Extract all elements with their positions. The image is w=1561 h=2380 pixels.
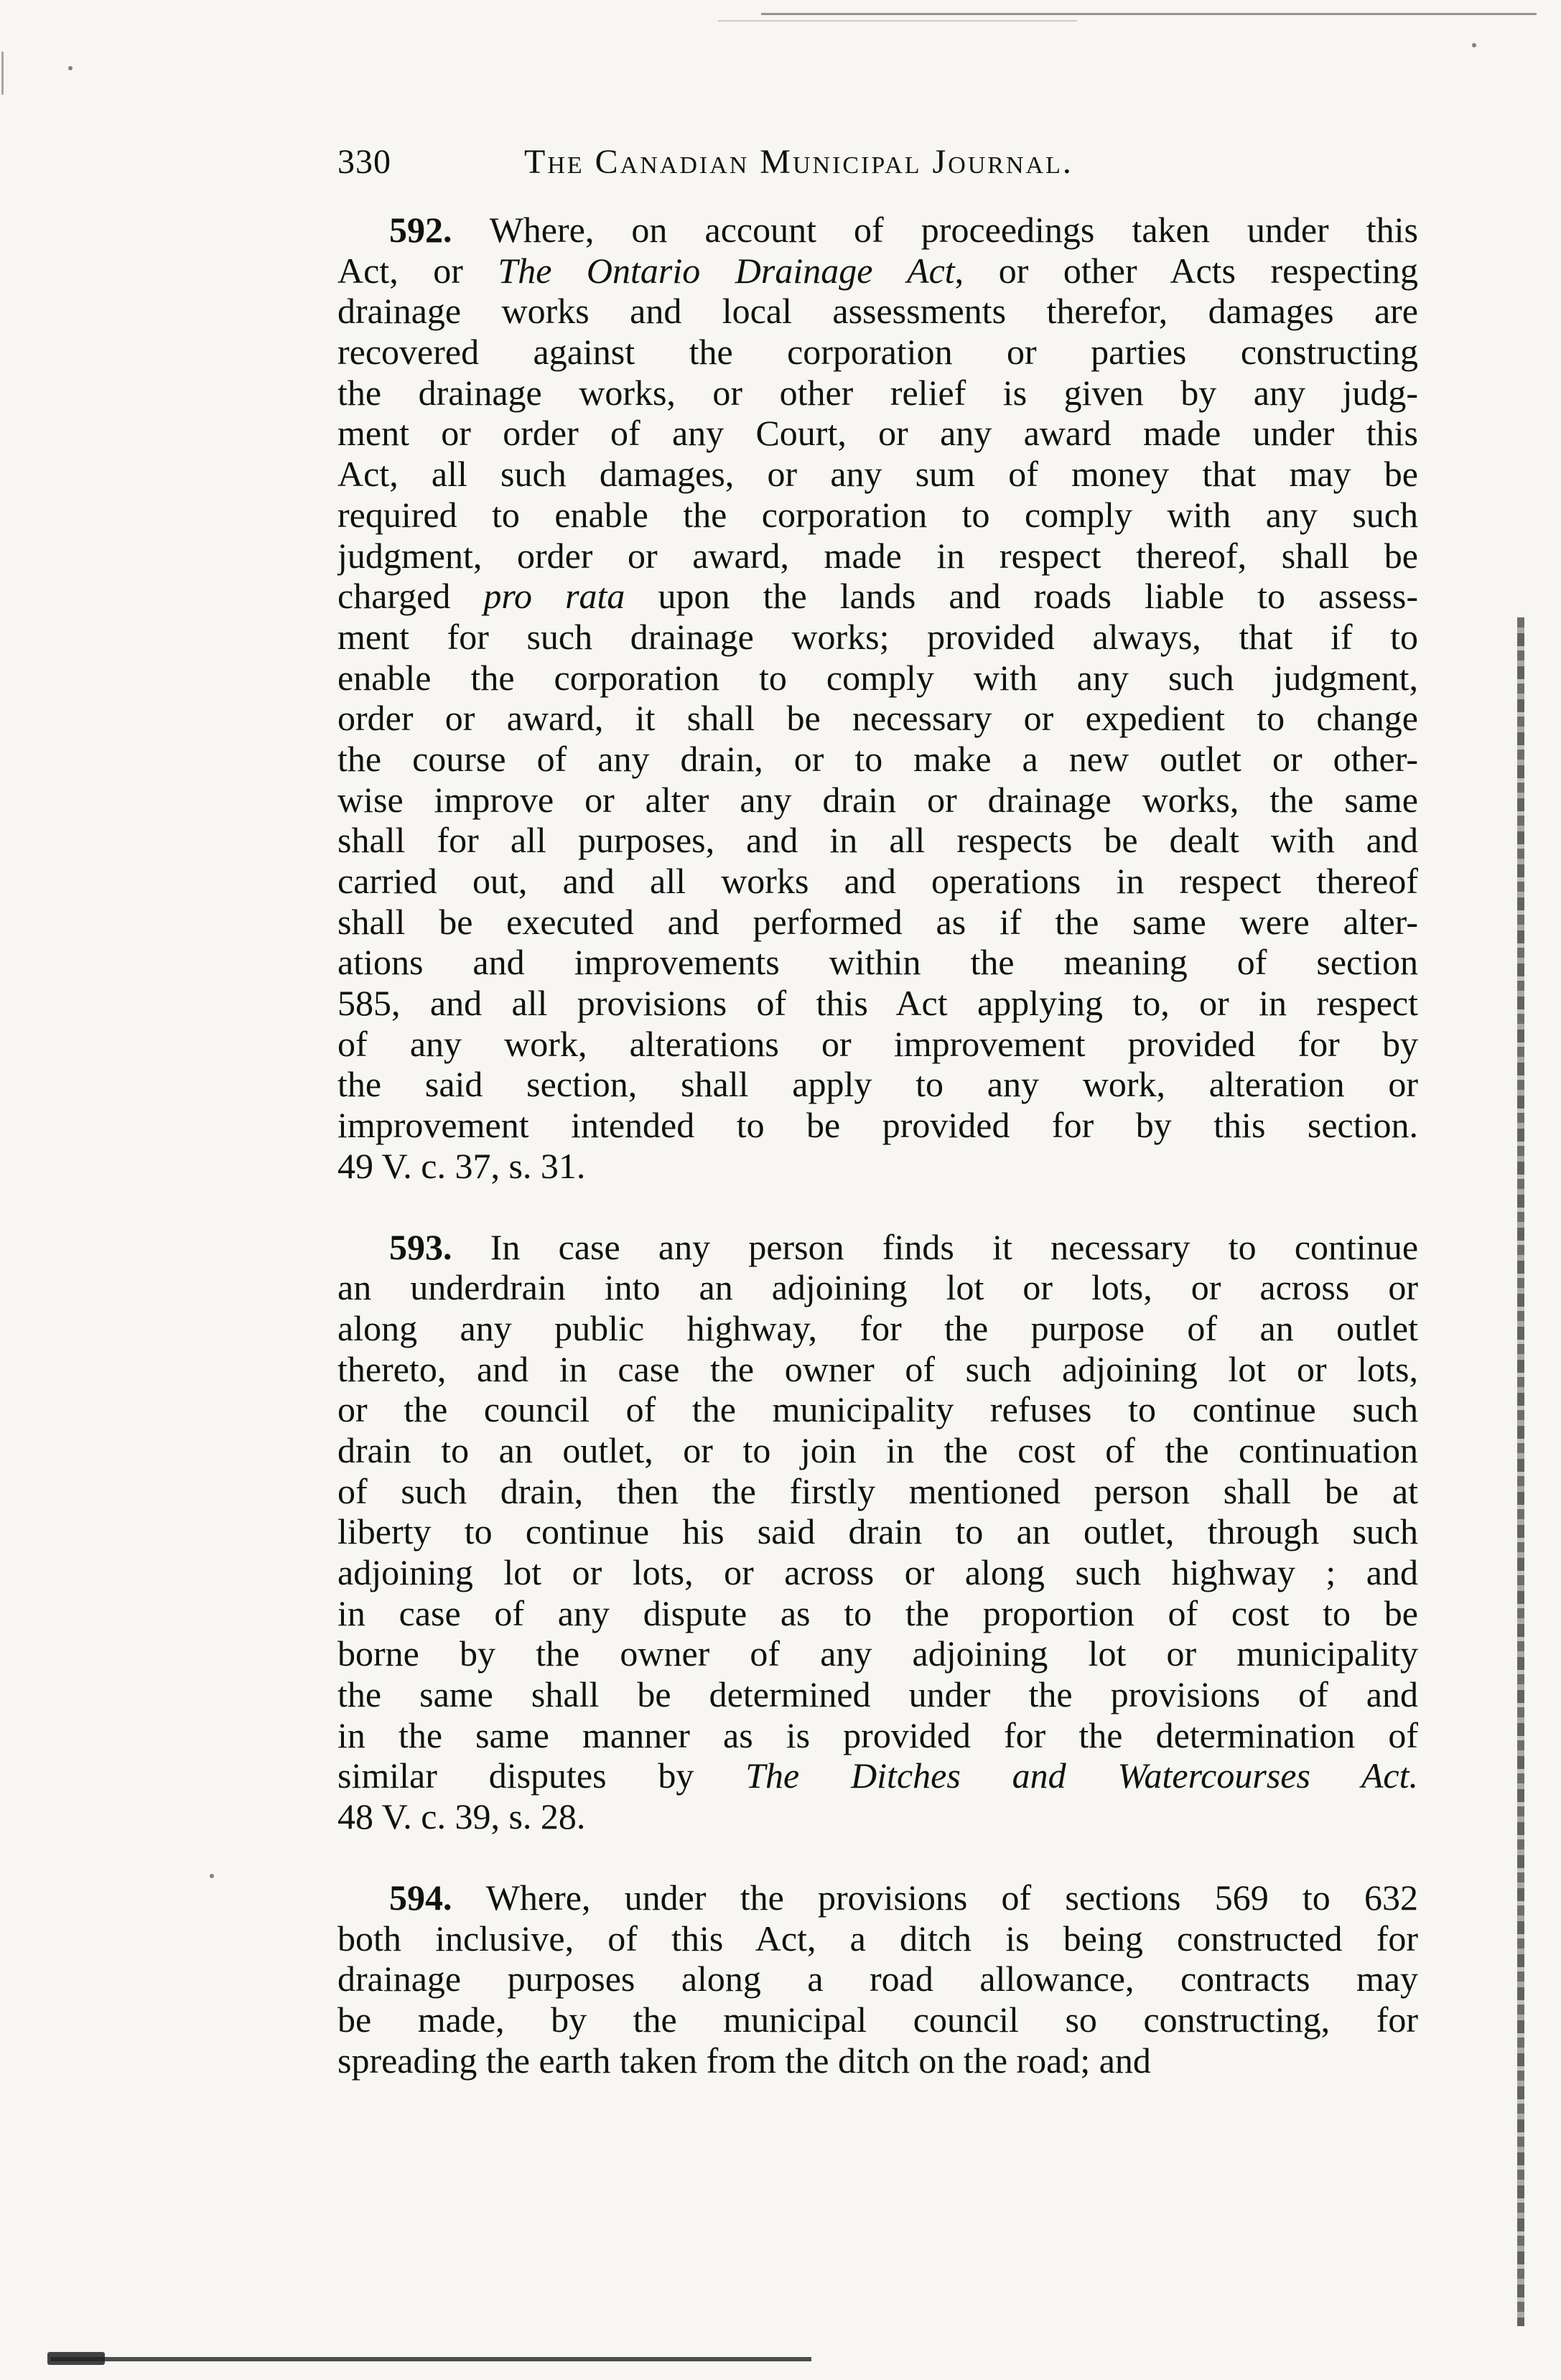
text-line [337,1755,1418,1796]
text-line [337,1105,1418,1146]
text-line [337,1593,1418,1634]
body-text [337,210,1418,2081]
text-line [337,1511,1418,1552]
text-line [337,413,1418,454]
text-run: Where, on account of proceedings taken under this [489,210,1418,250]
section-592 [337,210,1418,1187]
text-line [337,1552,1418,1593]
italic-title: The Ontario Drainage Act [498,250,955,291]
text-run: the course of any drain, or to make a new outlet or other- [337,738,1418,779]
text-run: required to enable the corporation to comply with any such [337,494,1418,535]
text-line [337,251,1418,291]
text-line [337,698,1418,739]
text-run: 49 V. c. 37, s. 31. [337,1145,586,1186]
text-line [337,1024,1418,1065]
text-run: along any public highway, for the purpose of an outlet [337,1307,1418,1348]
text-run: charged [337,576,484,617]
text-line [337,983,1418,1024]
text-line [337,1999,1418,2040]
text-run: drain to an outlet, or to join in the cost of the continuation [337,1429,1418,1470]
text-line [337,291,1418,332]
text-run: the same shall be determined under the provisions of and [337,1674,1418,1715]
text-line [337,576,1418,617]
section-gap [337,1187,1418,1227]
text-line [337,536,1418,577]
text-run: Act, or [337,250,498,291]
text-run: , or other Acts respecting [954,250,1418,291]
text-run: the drainage works, or other relief is given by any judg- [337,372,1418,413]
text-run: in case of any dispute as to the proportion of cost to be [337,1592,1418,1633]
text-run: drainage purposes along a road allowance, contracts may [337,1959,1418,1999]
text-run: recovered against the corporation or parties constructing [337,332,1418,373]
text-line [337,861,1418,902]
text-line [337,1146,1418,1187]
text-line [337,1349,1418,1390]
text-run: judgment, order or award, made in respect thereof, shall be [337,535,1418,576]
text-line [337,1267,1418,1308]
text-run: or the council of the municipality refuses to continue such [337,1389,1418,1430]
text-run: upon the lands and roads liable to assess- [625,576,1418,617]
text-line [337,373,1418,414]
text-run: In case any person finds it necessary to continue [490,1226,1418,1267]
page-number: 330 [337,143,391,181]
section-number: 592. [389,210,490,250]
text-run: be made, by the municipal council so constructing, for [337,1999,1418,2040]
text-run: thereto, and in case the owner of such adjoining lot or lots, [337,1348,1418,1389]
text-run: enable the corporation to comply with any such judgment, [337,657,1418,698]
text-run: both inclusive, of this Act, a ditch is being constructed for [337,1918,1418,1959]
text-line [337,1674,1418,1715]
right-edge-bleed [1517,617,1524,2326]
text-line [337,1430,1418,1471]
section-gap [337,1837,1418,1877]
section-594 [337,1877,1418,2081]
text-run: ment or order of any Court, or any award made under this [337,413,1418,454]
text-line [337,1715,1418,1756]
text-line [337,617,1418,658]
italic-title: pro rata [483,576,625,617]
text-run: shall be executed and performed as if the same were alter- [337,901,1418,942]
text-run: an underdrain into an adjoining lot or lots, or across or [337,1267,1418,1308]
ink-speck [210,1874,214,1878]
running-head: The Canadian Municipal Journal. [524,143,1073,181]
section-number: 594. [389,1877,486,1918]
text-line [337,2040,1418,2081]
text-run: improvement intended to be provided for by this section. [337,1105,1418,1146]
section-number: 593. [389,1226,490,1267]
text-run: shall for all purposes, and in all respects be dealt with and [337,820,1418,861]
text-run: adjoining lot or lots, or across or along such highway ; and [337,1552,1418,1592]
text-line [337,1877,1418,1918]
text-line [337,495,1418,536]
text-run: similar disputes by [337,1755,746,1796]
text-line [337,1308,1418,1349]
text-run: carried out, and all works and operations in respect thereof [337,861,1418,901]
text-run: in the same manner as is provided for the determination of [337,1714,1418,1755]
bottom-scan-rule [50,2357,811,2361]
text-line [337,1389,1418,1430]
text-line [337,739,1418,780]
ink-speck [68,66,73,70]
text-run: ations and improvements within the meaning of section [337,942,1418,983]
text-run: the said section, shall apply to any work, alteration or [337,1064,1418,1105]
page-header [337,136,1415,194]
text-run: Where, under the provisions of sections 569 to 632 [485,1877,1418,1918]
text-run: Act, all such damages, or any sum of money that may be [337,454,1418,495]
text-run: order or award, it shall be necessary or expedient to change [337,698,1418,739]
text-run: of such drain, then the firstly mentioned person shall be at [337,1470,1418,1511]
top-scan-rule-faint [718,20,1077,22]
text-line [337,1959,1418,1999]
text-run: drainage works and local assessments therefor, damages are [337,291,1418,332]
text-line [337,1471,1418,1512]
text-line [337,1633,1418,1674]
text-run: borne by the owner of any adjoining lot or municipality [337,1633,1418,1674]
text-run: liberty to continue his said drain to an outlet, through such [337,1511,1418,1552]
text-line [337,1796,1418,1837]
ink-speck [1472,43,1476,47]
text-line [337,942,1418,983]
text-line [337,820,1418,861]
left-edge-mark [1,52,4,95]
text-line [337,658,1418,699]
text-run: wise improve or alter any drain or drainage works, the same [337,779,1418,820]
text-line [337,1064,1418,1105]
text-run: ment for such drainage works; provided always, that if to [337,616,1418,657]
text-run: 48 V. c. 39, s. 28. [337,1796,586,1837]
text-run: spreading the earth taken from the ditch on the road; and [337,2040,1151,2081]
section-593 [337,1227,1418,1837]
text-line [337,1918,1418,1959]
text-line [337,454,1418,495]
text-line [337,780,1418,821]
text-line [337,332,1418,373]
top-scan-rule [761,13,1537,15]
text-line [337,1227,1418,1268]
text-run: 585, and all provisions of this Act applying to, or in respect [337,983,1418,1024]
italic-title: The Ditches and Watercourses Act. [745,1755,1418,1796]
text-line [337,210,1418,251]
text-run: of any work, alterations or improvement provided for by [337,1023,1418,1064]
text-line [337,902,1418,943]
